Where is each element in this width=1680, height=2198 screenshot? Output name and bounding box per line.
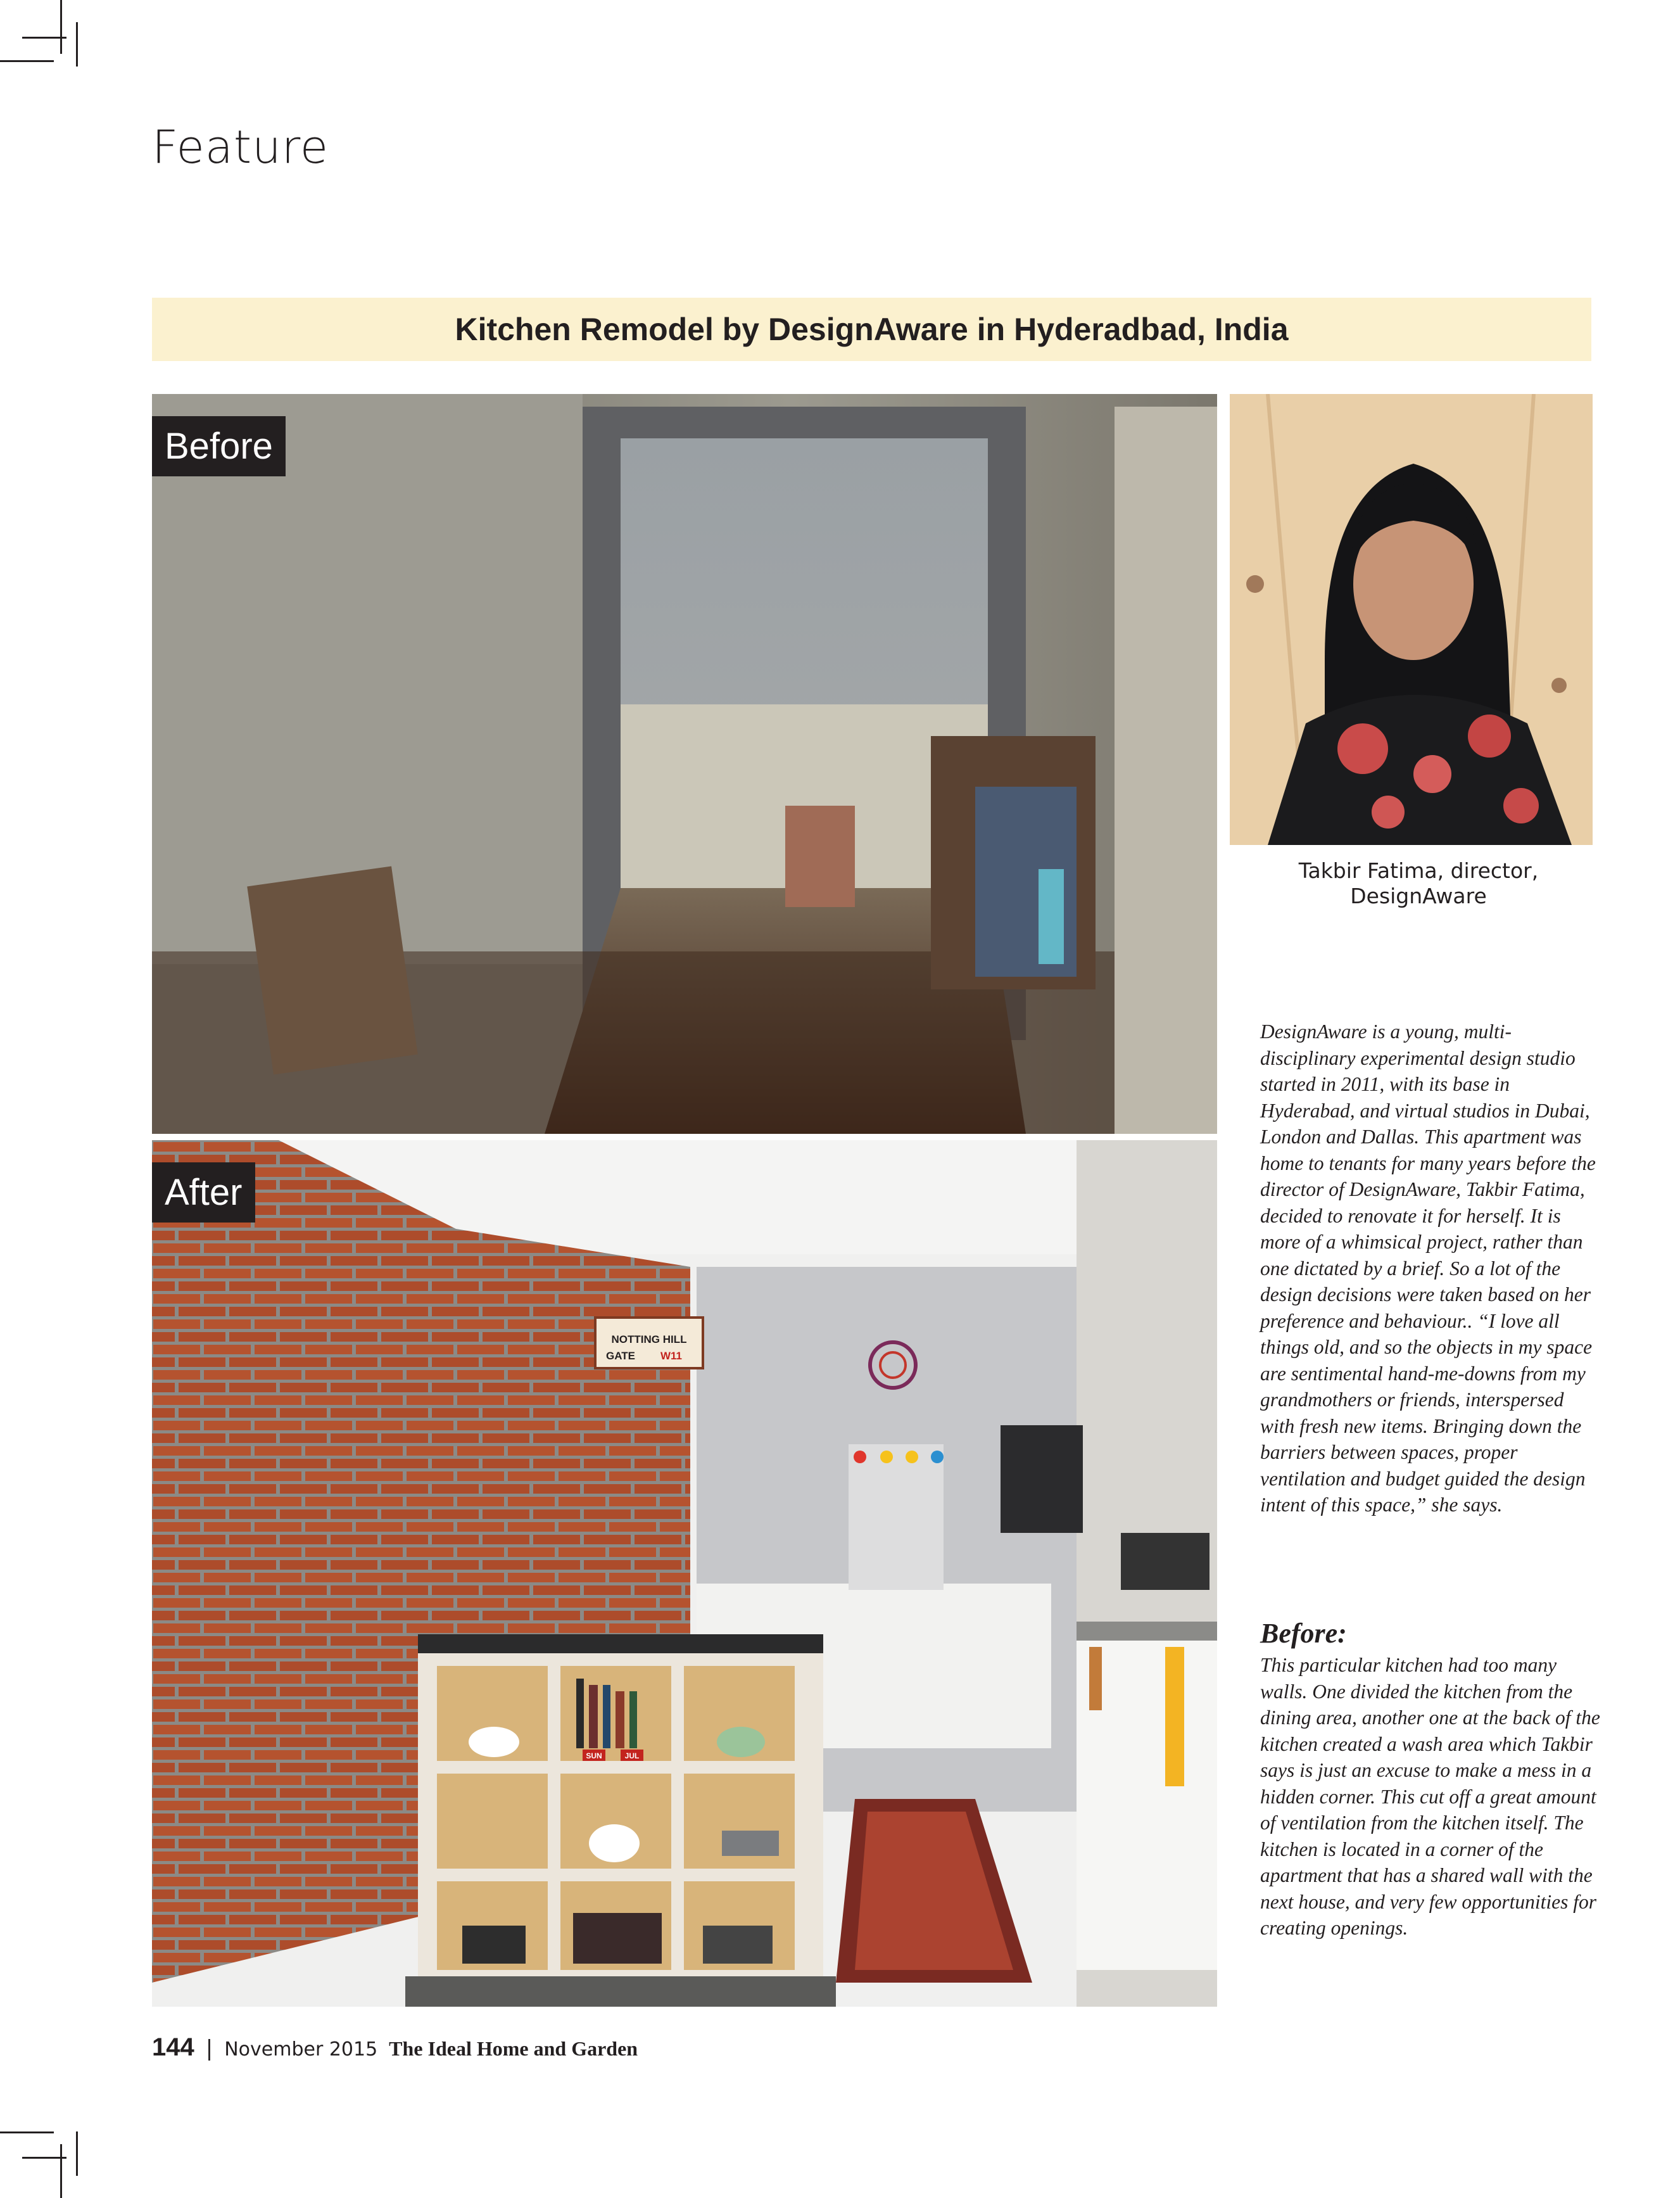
page-number: 144 [152,2033,194,2061]
title-banner [152,298,1591,361]
after-tag: After [152,1162,255,1223]
page-footer [152,2033,638,2065]
before-tag: Before [152,416,286,476]
magazine-name: The Ideal Home and Garden [389,2037,638,2060]
portrait-caption [1228,858,1608,909]
banner-title: Kitchen Remodel by DesignAware in Hyderadbad, India [455,312,1289,347]
crop-mark [60,2144,62,2198]
crop-mark [60,0,62,54]
street-sign-text: GATE [606,1350,635,1362]
after-photo [152,1140,1217,2007]
after-photo-illustration [152,1140,1217,2007]
footer-separator: | [205,2036,213,2061]
crop-mark [0,60,54,62]
crop-mark [0,2131,54,2133]
before-heading: Before: [1260,1618,1347,1649]
crop-mark [22,37,66,39]
caption-line: DesignAware [1350,884,1487,908]
before-photo-illustration [152,394,1217,1134]
crop-mark [22,2157,66,2159]
crop-mark [76,22,78,67]
portrait-illustration [1230,394,1593,845]
street-sign-text: NOTTING HILL [611,1333,687,1345]
caption-line: Takbir Fatima, director, [1298,858,1539,883]
book-label: JUL [624,1751,640,1760]
article-before-body: This particular kitchen had too many walls. One divided the kitchen from the dining area, another one at the back of the kitchen created a wash area which Takbir says is just an excuse to make a mess in a hidden corner. This cut off a great amount of ventilation from the kitchen itself. The kitchen is located in a corner of the apartment that has a shared wall with the next house, and very few opportunities for creating openings. [1260,1654,1600,1939]
street-sign-text: W11 [660,1350,683,1362]
portrait-photo [1230,394,1593,845]
article-intro: DesignAware is a young, multi-disciplinary experimental design studio started in 2011, with its base in Hyderabad, and virtual studios in Dubai, London and Dallas. This apartment was home to tenants for many years before the director of DesignAware, Takbir Fatima, decided to renovate it for herself. It is more of a whimsical project, rather than one dictated by a brief. So a lot of the design decisions were taken based on her preference and behaviour.. “I love all things old, and so the objects in my space are sentimental hand-me-downs from my grandmothers or friends, interspersed with fresh new items. Bringing down the barriers between spaces, proper ventilation and budget guided the design intent of this space,” she says. [1260,1020,1596,1516]
crop-mark [76,2131,78,2176]
section-label: Feature [152,120,329,174]
before-photo [152,394,1217,1134]
issue-date: November 2015 [224,2038,378,2061]
book-label: SUN [586,1751,602,1760]
